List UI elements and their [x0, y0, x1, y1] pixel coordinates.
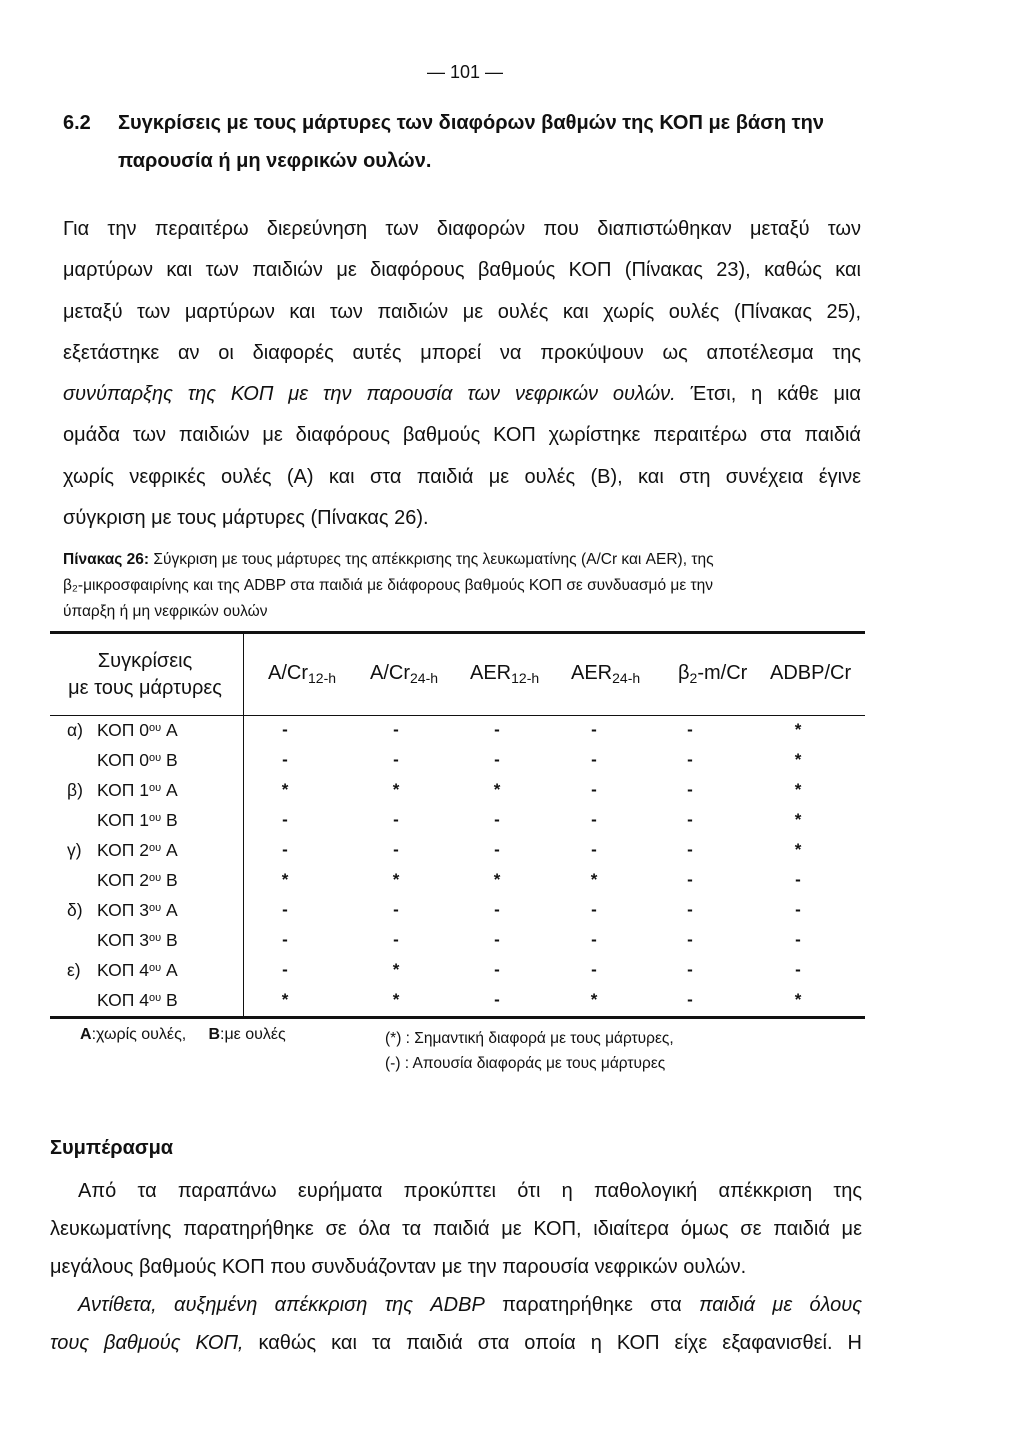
paragraph-line: χωρίς νεφρικές ουλές (Α) και στα παιδιά με ουλές (Β), και στη συνέχεια έγινε	[63, 465, 861, 488]
table-caption	[63, 547, 863, 625]
no-difference-mark: -	[494, 960, 500, 979]
intro-paragraph	[63, 209, 861, 539]
column-header	[678, 662, 747, 686]
section-heading	[63, 104, 883, 180]
column-header-base: β	[678, 662, 690, 684]
no-difference-mark: -	[687, 930, 693, 949]
row-label-ordinal: ου	[148, 752, 162, 764]
column-header-sub: 12-h	[308, 670, 337, 686]
no-difference-mark: -	[591, 900, 597, 919]
paragraph-line: μεγάλους βαθμούς ΚΟΠ που συνδυάζονταν με την παρουσία νεφρικών ουλών.	[50, 1256, 747, 1278]
significant-mark: *	[794, 810, 802, 829]
header-comparisons-line-2: με τους μάρτυρες	[68, 677, 222, 699]
significant-mark: *	[794, 780, 802, 799]
paragraph-line: σύγκριση με τους μάρτυρες (Πίνακας 26).	[63, 507, 429, 530]
section-title-line-1: Συγκρίσεις με τους μάρτυρες των διαφόρων βαθμών της ΚΟΠ με βάση την	[118, 112, 824, 134]
header-comparisons-line-1: Συγκρίσεις	[97, 650, 193, 672]
column-header-sub: 24-h	[612, 670, 641, 686]
no-difference-mark: -	[393, 720, 399, 739]
paragraph-line: εξετάστηκε αν οι διαφορές αυτές μπορεί να προκύψουν ως αποτέλεσμα της	[63, 341, 861, 364]
row-label-ordinal: ου	[148, 872, 162, 884]
section-number: 6.2	[63, 112, 91, 134]
significant-mark: *	[590, 990, 598, 1009]
row-label	[97, 960, 178, 981]
row-label	[97, 720, 178, 741]
table-row	[0, 780, 900, 810]
column-header	[571, 662, 640, 686]
row-label-group: B	[161, 990, 178, 1010]
table-row	[0, 900, 900, 930]
column-header-sub: 24-h	[410, 670, 439, 686]
no-difference-mark: -	[591, 780, 597, 799]
row-label-base: ΚΟΠ 3	[97, 930, 149, 950]
column-header-base: A/Cr	[370, 662, 410, 684]
row-label-base: ΚΟΠ 3	[97, 900, 149, 920]
row-label-ordinal: ου	[148, 932, 162, 944]
no-difference-mark: -	[687, 720, 693, 739]
table-row	[0, 720, 900, 750]
no-difference-mark: -	[282, 750, 288, 769]
column-header	[470, 662, 539, 686]
row-label-ordinal: ου	[148, 902, 162, 914]
row-letter: α)	[67, 720, 83, 740]
legend-symbols	[385, 1026, 674, 1076]
significant-mark: *	[794, 750, 802, 769]
no-difference-mark: -	[687, 900, 693, 919]
row-label-ordinal: ου	[148, 812, 162, 824]
row-label	[97, 840, 178, 861]
significant-mark: *	[794, 720, 802, 739]
no-difference-mark: -	[393, 750, 399, 769]
table-row	[0, 930, 900, 960]
no-difference-mark: -	[687, 840, 693, 859]
no-difference-mark: -	[687, 780, 693, 799]
column-header	[370, 662, 438, 686]
no-difference-mark: -	[393, 840, 399, 859]
legend-b-key: B	[208, 1026, 221, 1043]
row-label-group: A	[161, 900, 178, 920]
column-header-sub: 2	[689, 670, 698, 686]
no-difference-mark: -	[282, 930, 288, 949]
no-difference-mark: -	[591, 720, 597, 739]
no-difference-mark: -	[282, 720, 288, 739]
caption-line: β₂-μικροσφαιρίνης και της ADBP στα παιδιά με διάφορους βαθμούς ΚΟΠ σε συνδυασμό με την	[63, 577, 714, 594]
table-row	[0, 750, 900, 780]
row-label-group: A	[161, 720, 178, 740]
page-number: — 101 —	[426, 62, 504, 82]
no-difference-mark: -	[687, 990, 693, 1009]
legend-absent: (-) : Απουσία διαφοράς με τους μάρτυρες	[385, 1055, 666, 1072]
row-label	[97, 750, 178, 771]
no-difference-mark: -	[494, 840, 500, 859]
no-difference-mark: -	[282, 960, 288, 979]
significant-mark: *	[281, 990, 289, 1009]
paragraph-line: ομάδα των παιδιών με διαφόρους βαθμούς ΚΟΠ χωρίστηκε περαιτέρω στα παιδιά	[63, 424, 861, 447]
no-difference-mark: -	[494, 930, 500, 949]
row-letter: γ)	[67, 840, 82, 860]
table-top-rule	[50, 631, 865, 634]
italic-phrase: τους βαθμούς ΚΟΠ,	[50, 1332, 244, 1354]
column-header-tail: -m/Cr	[697, 662, 748, 684]
column-header-base: ADBP/Cr	[770, 662, 852, 684]
legend-b-text: :με ουλές	[220, 1026, 286, 1043]
row-label-base: ΚΟΠ 0	[97, 750, 149, 770]
row-label-group: B	[161, 870, 178, 890]
row-label-group: B	[161, 750, 178, 770]
row-label	[97, 990, 178, 1011]
italic-phrase: συνύπαρξης της ΚΟΠ με την παρουσία των νεφρικών ουλών.	[63, 383, 676, 406]
caption-text: Σύγκριση με τους μάρτυρες της απέκκρισης της λευκωματίνης (A/Cr και AER), της	[149, 551, 714, 568]
row-label-ordinal: ου	[148, 842, 162, 854]
column-header	[268, 662, 336, 686]
conclusion-paragraph	[50, 1172, 862, 1362]
significant-mark: *	[281, 780, 289, 799]
row-label-base: ΚΟΠ 2	[97, 840, 149, 860]
no-difference-mark: -	[591, 840, 597, 859]
no-difference-mark: -	[393, 930, 399, 949]
row-label-base: ΚΟΠ 1	[97, 780, 149, 800]
row-letter: β)	[67, 780, 83, 800]
conclusion-heading: Συμπέρασμα	[50, 1137, 174, 1159]
significant-mark: *	[281, 870, 289, 889]
no-difference-mark: -	[494, 720, 500, 739]
row-label-group: A	[161, 780, 178, 800]
no-difference-mark: -	[393, 810, 399, 829]
significant-mark: *	[392, 990, 400, 1009]
no-difference-mark: -	[494, 900, 500, 919]
caption-line: ύπαρξη ή μη νεφρικών ουλών	[63, 603, 268, 620]
legend-a-text: :χωρίς ουλές,	[91, 1026, 187, 1043]
no-difference-mark: -	[282, 900, 288, 919]
no-difference-mark: -	[795, 930, 801, 949]
row-label-ordinal: ου	[148, 992, 162, 1004]
row-letter: ε)	[67, 960, 81, 980]
paragraph-line	[50, 1286, 862, 1324]
table-row	[0, 960, 900, 990]
paragraph-line: Από τα παραπάνω ευρήματα προκύπτει ότι η παθολογική απέκκριση της	[78, 1180, 862, 1202]
significant-mark: *	[493, 780, 501, 799]
table-row	[0, 810, 900, 840]
column-header-sub: 12-h	[511, 670, 540, 686]
no-difference-mark: -	[795, 960, 801, 979]
legend-significant: (*) : Σημαντική διαφορά με τους μάρτυρες,	[385, 1030, 674, 1047]
header-comparisons	[50, 648, 240, 702]
row-label-base: ΚΟΠ 4	[97, 960, 149, 980]
column-header-base: AER	[571, 662, 613, 684]
paragraph-line: μαρτύρων και των παιδιών με διαφόρους βαθμούς ΚΟΠ (Πίνακας 23), καθώς και	[63, 259, 861, 282]
column-header	[770, 662, 851, 685]
no-difference-mark: -	[494, 810, 500, 829]
column-header-base: A/Cr	[268, 662, 308, 684]
row-label-group: B	[161, 930, 178, 950]
row-label-ordinal: ου	[148, 962, 162, 974]
row-label	[97, 780, 178, 801]
no-difference-mark: -	[687, 960, 693, 979]
row-label	[97, 870, 178, 891]
italic-phrase: παιδιά με όλους	[699, 1294, 862, 1316]
no-difference-mark: -	[393, 900, 399, 919]
paragraph-line: μεταξύ των μαρτύρων και των παιδιών με ουλές και χωρίς ουλές (Πίνακας 25),	[63, 300, 861, 323]
paragraph-text: Έτσι, η κάθε μια	[675, 383, 861, 406]
significant-mark: *	[794, 840, 802, 859]
no-difference-mark: -	[494, 750, 500, 769]
no-difference-mark: -	[282, 810, 288, 829]
row-label-ordinal: ου	[148, 782, 162, 794]
no-difference-mark: -	[687, 810, 693, 829]
legend-a-key: A	[80, 1026, 92, 1043]
no-difference-mark: -	[591, 750, 597, 769]
row-label-group: A	[161, 960, 178, 980]
row-label-base: ΚΟΠ 1	[97, 810, 149, 830]
no-difference-mark: -	[591, 810, 597, 829]
row-label	[97, 810, 178, 831]
no-difference-mark: -	[282, 840, 288, 859]
section-title-line-2: παρουσία ή μη νεφρικών ουλών.	[118, 150, 432, 172]
table-row	[0, 990, 900, 1020]
paragraph-line: Για την περαιτέρω διερεύνηση των διαφορών που διαπιστώθηκαν μεταξύ των	[63, 218, 861, 240]
significant-mark: *	[590, 870, 598, 889]
no-difference-mark: -	[795, 870, 801, 889]
no-difference-mark: -	[795, 900, 801, 919]
row-label-base: ΚΟΠ 4	[97, 990, 149, 1010]
row-letter: δ)	[67, 900, 83, 920]
significant-mark: *	[392, 780, 400, 799]
significant-mark: *	[493, 870, 501, 889]
table-header-rule	[50, 715, 865, 716]
table-row	[0, 840, 900, 870]
row-label-group: A	[161, 840, 178, 860]
table-row	[0, 870, 900, 900]
no-difference-mark: -	[591, 960, 597, 979]
significant-mark: *	[392, 870, 400, 889]
row-label-base: ΚΟΠ 0	[97, 720, 149, 740]
paragraph-text: καθώς και τα παιδιά στα οποία η ΚΟΠ είχε εξαφανισθεί. Η	[243, 1332, 862, 1354]
paragraph-text: παρατηρήθηκε στα	[484, 1294, 700, 1316]
significant-mark: *	[794, 990, 802, 1009]
no-difference-mark: -	[591, 930, 597, 949]
significant-mark: *	[392, 960, 400, 979]
row-label-base: ΚΟΠ 2	[97, 870, 149, 890]
no-difference-mark: -	[687, 870, 693, 889]
row-label-group: B	[161, 810, 178, 830]
paragraph-line: λευκωματίνης παρατηρήθηκε σε όλα τα παιδιά με ΚΟΠ, ιδιαίτερα όμως σε παιδιά με	[50, 1218, 862, 1240]
legend-groups	[80, 1026, 286, 1044]
caption-label: Πίνακας 26:	[63, 551, 150, 568]
column-header-base: AER	[470, 662, 512, 684]
paragraph-line	[50, 1324, 862, 1362]
no-difference-mark: -	[687, 750, 693, 769]
caption-line	[63, 547, 863, 573]
row-label-ordinal: ου	[148, 722, 162, 734]
italic-phrase: Αντίθετα, αυξημένη απέκκριση της ADBP	[78, 1294, 485, 1316]
no-difference-mark: -	[494, 990, 500, 1009]
row-label	[97, 900, 178, 921]
row-label	[97, 930, 178, 951]
paragraph-line	[63, 374, 861, 415]
